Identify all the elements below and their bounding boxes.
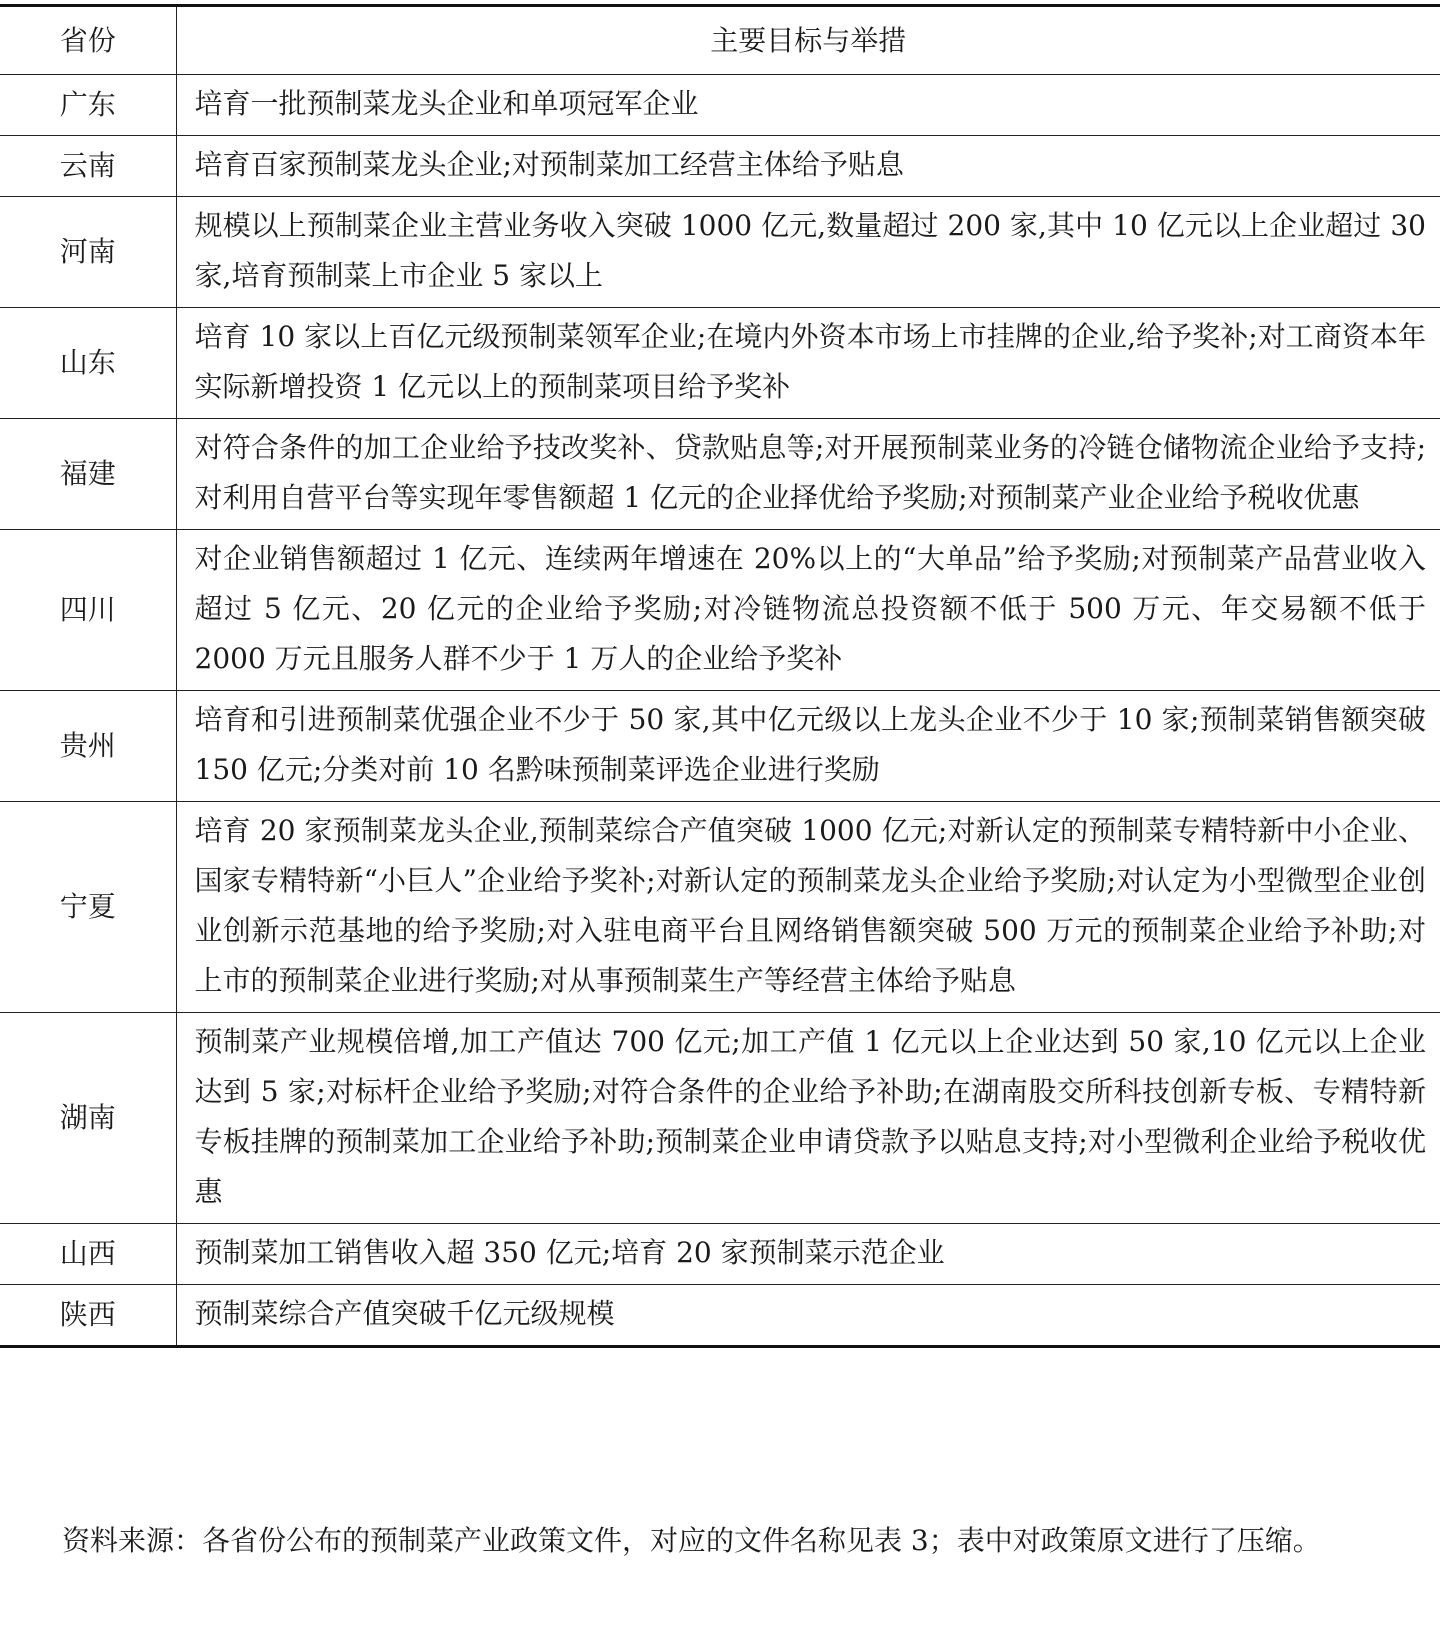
measures-cell: 培育 20 家预制菜龙头企业,预制菜综合产值突破 1000 亿元;对新认定的预制菜专精特新中小企业、国家专精特新“小巨人”企业给予奖补;对新认定的预制菜龙头企业给予奖励;对认定为小型微型企业创业创新示范基地的给予奖励;对入驻电商平台且网络销售额突破 500 万元的预制菜企业给予补助;对上市的预制菜企业进行奖励;对从事预制菜生产等经营主体给予贴息 [176,802,1440,1013]
province-cell: 福建 [0,419,176,530]
province-cell: 云南 [0,136,176,197]
table-row [0,802,1440,1013]
measures-cell: 预制菜产业规模倍增,加工产值达 700 亿元;加工产值 1 亿元以上企业达到 50 家,10 亿元以上企业达到 5 家;对标杆企业给予奖励;对符合条件的企业给予补助;在湖南股交所科技创新专板、专精特新专板挂牌的预制菜加工企业给予补助;预制菜企业申请贷款予以贴息支持;对小型微利企业给予税收优惠 [176,1013,1440,1224]
province-cell: 四川 [0,530,176,691]
province-cell: 贵州 [0,691,176,802]
header-measures: 主要目标与举措 [176,6,1440,75]
measures-cell: 培育 10 家以上百亿元级预制菜领军企业;在境内外资本市场上市挂牌的企业,给予奖补;对工商资本年实际新增投资 1 亿元以上的预制菜项目给予奖补 [176,308,1440,419]
table-row [0,1285,1440,1347]
header-province: 省份 [0,6,176,75]
measures-cell: 培育百家预制菜龙头企业;对预制菜加工经营主体给予贴息 [176,136,1440,197]
province-cell: 山西 [0,1224,176,1285]
table-row [0,1224,1440,1285]
table-row [0,136,1440,197]
measures-cell: 对企业销售额超过 1 亿元、连续两年增速在 20%以上的“大单品”给予奖励;对预制菜产品营业收入超过 5 亿元、20 亿元的企业给予奖励;对冷链物流总投资额不低于 500 万元、年交易额不低于 2000 万元且服务人群不少于 1 万人的企业给予奖补 [176,530,1440,691]
table-row [0,419,1440,530]
table-header-row [0,6,1440,75]
table-row [0,691,1440,802]
province-cell: 河南 [0,197,176,308]
measures-cell: 预制菜加工销售收入超 350 亿元;培育 20 家预制菜示范企业 [176,1224,1440,1285]
table-row [0,308,1440,419]
measures-cell: 对符合条件的加工企业给予技改奖补、贷款贴息等;对开展预制菜业务的冷链仓储物流企业给予支持;对利用自营平台等实现年零售额超 1 亿元的企业择优给予奖励;对预制菜产业企业给予税收优惠 [176,419,1440,530]
policy-table [0,4,1440,1348]
table-row [0,75,1440,136]
table-row [0,197,1440,308]
measures-cell: 培育一批预制菜龙头企业和单项冠军企业 [176,75,1440,136]
province-cell: 山东 [0,308,176,419]
province-cell: 陕西 [0,1285,176,1347]
measures-cell: 预制菜综合产值突破千亿元级规模 [176,1285,1440,1347]
table-row [0,530,1440,691]
measures-cell: 规模以上预制菜企业主营业务收入突破 1000 亿元,数量超过 200 家,其中 10 亿元以上企业超过 30 家,培育预制菜上市企业 5 家以上 [176,197,1440,308]
source-note: 资料来源：各省份公布的预制菜产业政策文件，对应的文件名称见表 3；表中对政策原文进行了压缩。 [62,1524,1321,1557]
measures-cell: 培育和引进预制菜优强企业不少于 50 家,其中亿元级以上龙头企业不少于 10 家;预制菜销售额突破 150 亿元;分类对前 10 名黔味预制菜评选企业进行奖励 [176,691,1440,802]
province-cell: 湖南 [0,1013,176,1224]
province-cell: 宁夏 [0,802,176,1013]
table-body [0,75,1440,1347]
province-cell: 广东 [0,75,176,136]
table-row [0,1013,1440,1224]
